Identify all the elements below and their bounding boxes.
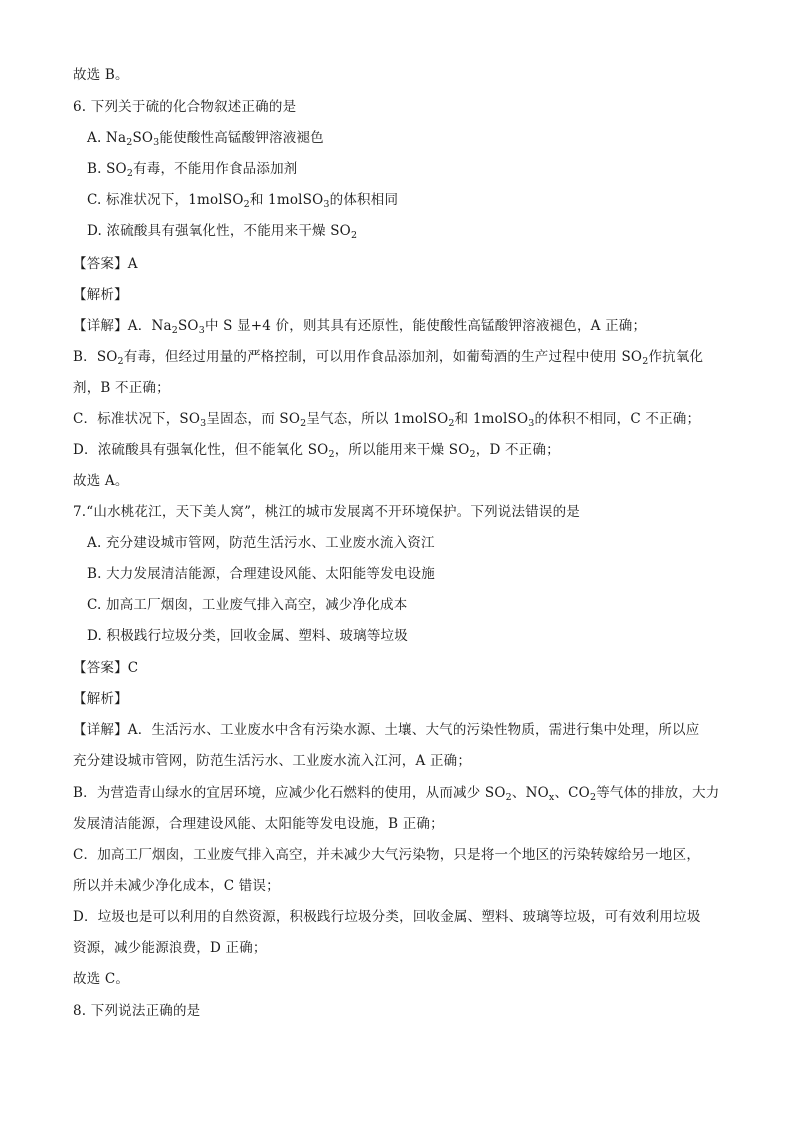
option-c: C. 标准状况下，1molSO$_2$和 1molSO$_3$的体积相同 <box>87 192 399 210</box>
text-line: 故选 B。 <box>73 67 129 83</box>
explanation-line: 发展清洁能源，合理建设风能、太阳能等发电设施，B 正确； <box>73 816 444 832</box>
explanation-line: C．加高工厂烟囱，工业废气排入高空，并未减少大气污染物，只是将一个地区的污染转嫁给另一地区， <box>73 847 701 863</box>
explanation-line: D．垃圾也是可以利用的自然资源，积极践行垃圾分类，回收金属、塑料、玻璃等垃圾，可有效利用垃圾 <box>73 909 701 925</box>
option-a: A. 充分建设城市管网，防范生活污水、工业废水流入资江 <box>87 535 435 551</box>
explanation-line: 所以并未减少净化成本，C 错误； <box>73 878 280 894</box>
option-b: B. $SO_2$有毒，不能用作食品添加剂 <box>87 161 298 179</box>
explanation-line: D．浓硫酸具有强氧化性，但不能氧化 $SO_2$，所以能用来干燥 $SO_2$，D 不正确； <box>73 442 560 460</box>
option-c: C. 加高工厂烟囱，工业废气排入高空，减少净化成本 <box>87 597 408 613</box>
option-d: D. 浓硫酸具有强氧化性，不能用来干燥 $SO_2$ <box>87 223 358 241</box>
explanation-line: 【详解】A．$Na_2SO_3$中 S 显+4 价，则其具有还原性，能使酸性高锰酸钾溶液褪色，A 正确； <box>73 318 647 336</box>
answer-label: 【答案】C <box>73 660 139 676</box>
option-a: A. $Na_2SO_3$能使酸性高锰酸钾溶液褪色 <box>87 130 324 148</box>
question-8-stem: 8. 下列说法正确的是 <box>73 1003 201 1019</box>
explanation-line: B．$SO_2$有毒，但经过用量的严格控制，可以用作食品添加剂，如葡萄酒的生产过程中使用 $SO_2$作抗氧化 <box>73 349 704 367</box>
explanation-line: 资源，减少能源浪费，D 正确； <box>73 940 267 956</box>
option-b: B. 大力发展清洁能源，合理建设风能、太阳能等发电设施 <box>87 566 435 582</box>
option-d: D. 积极践行垃圾分类，回收金属、塑料、玻璃等垃圾 <box>87 628 408 644</box>
explanation-line: 剂，B 不正确； <box>73 380 170 396</box>
text-line: 故选 C。 <box>73 971 130 987</box>
question-6-stem: 6. 下列关于硫的化合物叙述正确的是 <box>73 99 297 115</box>
answer-label: 【答案】A <box>73 256 138 272</box>
text-line: 故选 A。 <box>73 473 129 489</box>
explanation-line: B．为营造青山绿水的宜居环境，应减少化石燃料的使用，从而减少 $SO_2$、$NO_x$、$CO_2$等气体的排放，大力 <box>73 785 720 803</box>
analysis-label: 【解析】 <box>73 691 128 707</box>
explanation-line: 【详解】A．生活污水、工业废水中含有污染水源、土壤、大气的污染性物质，需进行集中处理，所以应 <box>73 722 700 738</box>
analysis-label: 【解析】 <box>73 287 128 303</box>
explanation-line: C．标准状况下，$SO_3$呈固态，而 $SO_2$呈气态，所以 1molSO$_2$和 1molSO$_3$的体积不相同，C 不正确； <box>73 411 701 429</box>
explanation-line: 充分建设城市管网，防范生活污水、工业废水流入江河，A 正确； <box>73 753 472 769</box>
question-7-stem: 7.“山水桃花江，天下美人窝”，桃江的城市发展离不开环境保护。下列说法错误的是 <box>73 504 580 520</box>
